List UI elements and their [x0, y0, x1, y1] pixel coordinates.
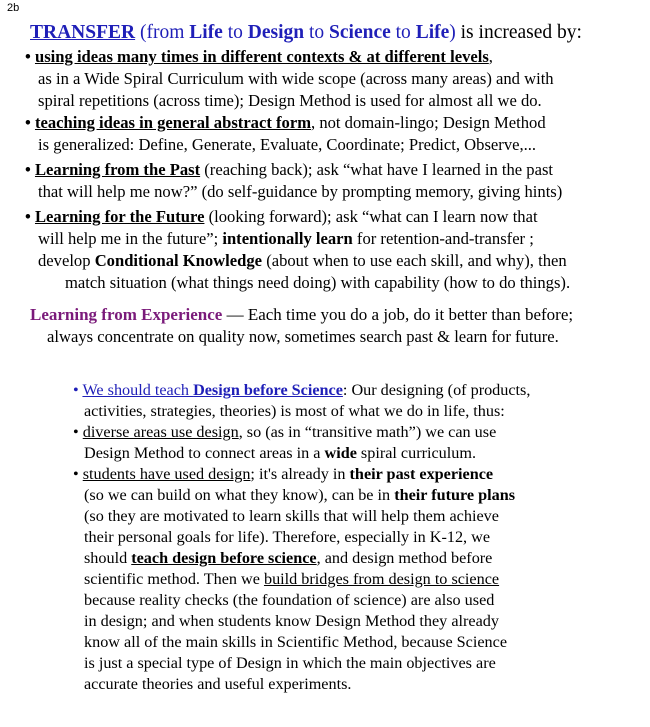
lfe-line2: always concentrate on quality now, sometimes search past & learn for future. — [47, 327, 559, 346]
title-design: Design — [247, 22, 305, 43]
b1-line1 — [0, 46, 650, 68]
b2-head: teaching ideas in general abstract form — [34, 113, 312, 132]
c2-line2a: Design Method to connect areas in a — [84, 444, 325, 462]
bullet-icon: • — [25, 207, 31, 226]
c3-line8: in design; and when students know Design Method they already — [84, 612, 499, 630]
c3-line2a: (so we can build on what they know), can be in — [84, 486, 395, 504]
c3-rest-a: ; it's already in — [250, 465, 350, 483]
c3-line6b: build bridges from design to science — [263, 570, 500, 588]
c1-line1 — [0, 380, 650, 401]
design-before-science-section — [0, 380, 650, 695]
b4-line4: match situation (what things need doing) with capability (how to do things). — [65, 273, 571, 292]
b3-line2: that will help me now?” (do self-guidance by prompting memory, giving hints) — [38, 182, 563, 201]
bullet-icon: • — [73, 423, 79, 441]
title-from: (from — [135, 22, 190, 43]
c3-line6 — [0, 569, 650, 590]
title-life-1: Life — [189, 22, 223, 43]
title-rest: is increased by: — [455, 22, 582, 43]
c3-line3: (so they are motivated to learn skills that will help them achieve — [84, 507, 499, 525]
c3-line7: because reality checks (the foundation of science) are also used — [84, 591, 495, 609]
bullet-icon: • — [25, 160, 31, 179]
page-label: 2b — [7, 2, 20, 14]
b1-line3: spiral repetitions (across time); Design Method is used for almost all we do. — [38, 91, 542, 110]
c1-link-bold: Design before Science — [193, 381, 343, 399]
b4-line1 — [0, 206, 650, 228]
c2-rest: , so (as in “transitive math”) we can use — [238, 423, 497, 441]
transfer-section — [0, 20, 650, 348]
c3-line2b: their future plans — [394, 486, 516, 504]
title-transfer: TRANSFER — [30, 22, 136, 43]
c3-line2 — [0, 485, 650, 506]
title-life-2: Life — [415, 22, 450, 43]
c2-line2b: wide — [324, 444, 357, 462]
design-before-science-link[interactable] — [82, 381, 342, 399]
c1-line2: activities, strategies, theories) is most of what we do in life, thus: — [84, 402, 505, 420]
title-science: Science — [329, 22, 391, 43]
lfe-rest: — Each time you do a job, do it better than before; — [222, 305, 574, 324]
c3-line5c: , and design method before — [316, 549, 493, 567]
c3-line5 — [0, 548, 650, 569]
c3-line1 — [0, 464, 650, 485]
b4-line3a: develop — [38, 251, 95, 270]
title-close: ) — [449, 22, 456, 43]
b4-head: Learning for the Future — [34, 207, 205, 226]
b1-head: using ideas many times in different contexts & at different levels — [34, 47, 489, 66]
b4-line2a: will help me in the future”; — [38, 229, 223, 248]
c1-rest: : Our designing (of products, — [342, 381, 531, 399]
c3-line5b: teach design before science — [131, 549, 317, 567]
b4-line2c: for retention-and-transfer ; — [352, 229, 534, 248]
bullet-icon: • — [73, 381, 79, 399]
b3-head: Learning from the Past — [34, 160, 201, 179]
title-line — [0, 20, 650, 46]
c1-link-text: We should teach — [82, 381, 194, 399]
c3-line9: know all of the main skills in Scientific Method, because Science — [84, 633, 508, 651]
c3-line6a: scientific method. Then we — [84, 570, 264, 588]
title-to-2: to — [304, 22, 330, 43]
b4-line2b: intentionally learn — [222, 229, 353, 248]
lfe-head: Learning from Experience — [30, 305, 223, 324]
c3-head: students have used design — [82, 465, 251, 483]
c3-line4: their personal goals for life). Therefore, especially in K-12, we — [84, 528, 491, 546]
b2-rest: , not domain-lingo; Design Method — [311, 113, 546, 132]
c3-line10: is just a special type of Design in which the main objectives are — [84, 654, 496, 672]
bullet-icon: • — [73, 465, 79, 483]
bullet-icon: • — [25, 47, 31, 66]
b1-head-end: , — [488, 47, 493, 66]
c2-line1 — [0, 422, 650, 443]
c3-line11: accurate theories and useful experiments. — [84, 675, 352, 693]
b4-line3b: Conditional Knowledge — [94, 251, 263, 270]
b3-rest: (reaching back); ask “what have I learned in the past — [200, 160, 554, 179]
c3-rest-b: their past experience — [349, 465, 494, 483]
b3-line1 — [0, 159, 650, 181]
bullet-icon: • — [25, 113, 31, 132]
c3-line5a: should — [84, 549, 132, 567]
c2-line2c: spiral curriculum. — [356, 444, 476, 462]
b1-line2: as in a Wide Spiral Curriculum with wide scope (across many areas) and with — [38, 69, 554, 88]
b4-rest: (looking forward); ask “what can I learn now that — [204, 207, 538, 226]
b2-line2: is generalized: Define, Generate, Evaluate, Coordinate; Predict, Observe,... — [38, 135, 537, 154]
c2-head: diverse areas use design — [82, 423, 239, 441]
c2-line2 — [0, 443, 650, 464]
b4-line3c: (about when to use each skill, and why), then — [262, 251, 567, 270]
b4-line3 — [0, 250, 650, 272]
title-to-1: to — [222, 22, 248, 43]
title-to-3: to — [390, 22, 416, 43]
lfe-line1 — [0, 304, 650, 326]
b4-line2 — [0, 228, 650, 250]
b2-line1 — [0, 112, 650, 134]
